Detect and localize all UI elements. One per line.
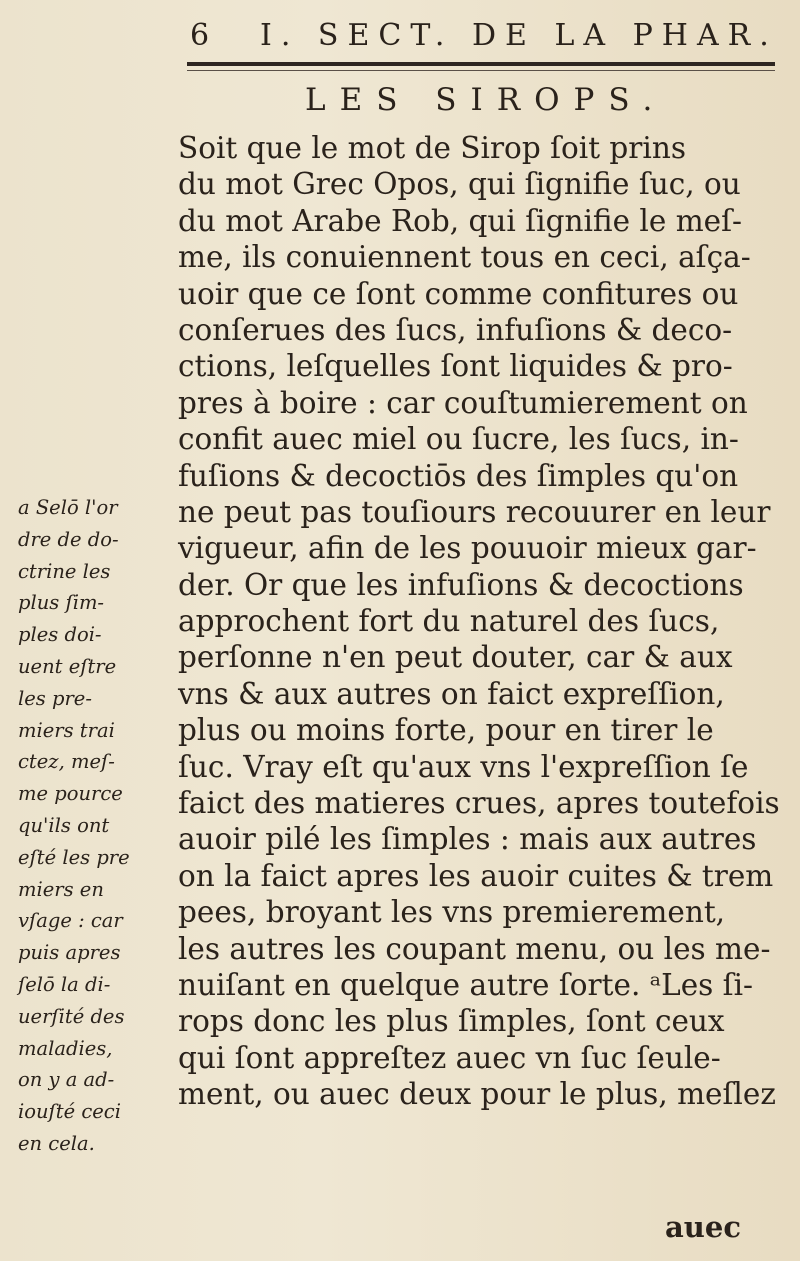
body-line: der. Or que les infuſions & decoctions — [178, 567, 744, 602]
margin-line: uerſité des — [18, 1004, 125, 1028]
margin-line: miers en — [18, 877, 104, 901]
body-line: fuſions & decoctiōs des ſimples qu'on — [178, 458, 739, 493]
body-line: Soit que le mot de Sirop ſoit prins — [178, 131, 686, 165]
body-line: pees, broyant les vns premierement, — [178, 895, 726, 930]
margin-line: ctrine les — [18, 559, 111, 583]
margin-line: en cela. — [18, 1131, 95, 1155]
margin-line: miers trai — [18, 718, 115, 742]
body-text — [178, 130, 778, 1113]
margin-line: dre de do- — [18, 527, 119, 551]
body-line: pres à boire : car couſtumierement on — [178, 385, 748, 420]
body-line: les autres les coupant menu, ou les me- — [178, 931, 771, 966]
margin-line: on y a ad- — [18, 1068, 115, 1092]
body-line: rops donc les plus ſimples, ſont ceux — [178, 1004, 725, 1039]
marginal-note — [18, 492, 168, 1160]
body-line: uoir que ce ſont comme confitures ou — [178, 276, 739, 311]
body-line: du mot Grec Opos, qui ſignifie ſuc, ou — [178, 167, 741, 202]
body-line: plus ou moins forte, pour en tirer le — [178, 713, 714, 748]
margin-line: iouſté ceci — [18, 1100, 121, 1124]
body-line: ſuc. Vray eſt qu'aux vns l'expreſſion ſe — [178, 749, 749, 784]
body-line: ment, ou auec deux pour le plus, meſlez — [178, 1077, 776, 1112]
body-line: auoir pilé les ſimples : mais aux autres — [178, 822, 757, 857]
body-line: confit auec miel ou ſucre, les ſucs, in- — [178, 422, 739, 457]
page-number: 6 — [190, 18, 210, 53]
margin-line: vſage : car — [18, 909, 123, 933]
body-line: conſerues des ſucs, infuſions & deco- — [178, 312, 733, 347]
body-line: approchent fort du naturel des ſucs, — [178, 604, 720, 639]
body-line: ne peut pas touſiours recouurer en leur — [178, 494, 771, 529]
margin-line: ſelō la di- — [18, 972, 111, 996]
body-line: qui ſont appreſtez auec vn ſuc ſeule- — [178, 1040, 721, 1075]
margin-line: a Selō l'or — [18, 496, 118, 519]
body-line: ctions, leſquelles ſont liquides & pro- — [178, 349, 733, 384]
section-title: LES SIROPS. — [305, 82, 667, 118]
page-header — [190, 18, 778, 58]
margin-line: ctez, meſ- — [18, 750, 115, 774]
body-line: vns & aux autres on faict expreſſion, — [178, 676, 725, 711]
margin-line: uent eſtre — [18, 654, 117, 678]
body-line: vigueur, afin de les pouuoir mieux gar- — [178, 531, 757, 566]
body-line: du mot Arabe Rob, qui ſignifie le meſ- — [178, 203, 743, 238]
margin-line: ples doi- — [18, 623, 102, 647]
body-line: me, ils conuiennent tous en ceci, aſça- — [178, 240, 751, 275]
catchword: auec — [665, 1210, 741, 1244]
margin-line: plus ſim- — [18, 591, 105, 615]
header-rule — [187, 62, 775, 66]
body-line: perſonne n'en peut douter, car & aux — [178, 640, 733, 675]
margin-line: maladies, — [18, 1036, 113, 1060]
body-line: faict des matieres crues, apres toutefois — [178, 786, 780, 821]
margin-line: qu'ils ont — [18, 813, 110, 837]
margin-line: les pre- — [18, 686, 92, 710]
header-rule-thin — [187, 70, 775, 71]
body-line: nuiſant en quelque autre ſorte. ᵃLes ſi- — [178, 967, 753, 1002]
running-head: I. SECT. DE LA PHAR. — [260, 18, 778, 53]
margin-line: eſté les pre — [18, 845, 130, 869]
margin-line: puis apres — [18, 941, 121, 965]
margin-line: me pource — [18, 782, 123, 806]
body-line: on la faict apres les auoir cuites & trem — [178, 858, 774, 893]
